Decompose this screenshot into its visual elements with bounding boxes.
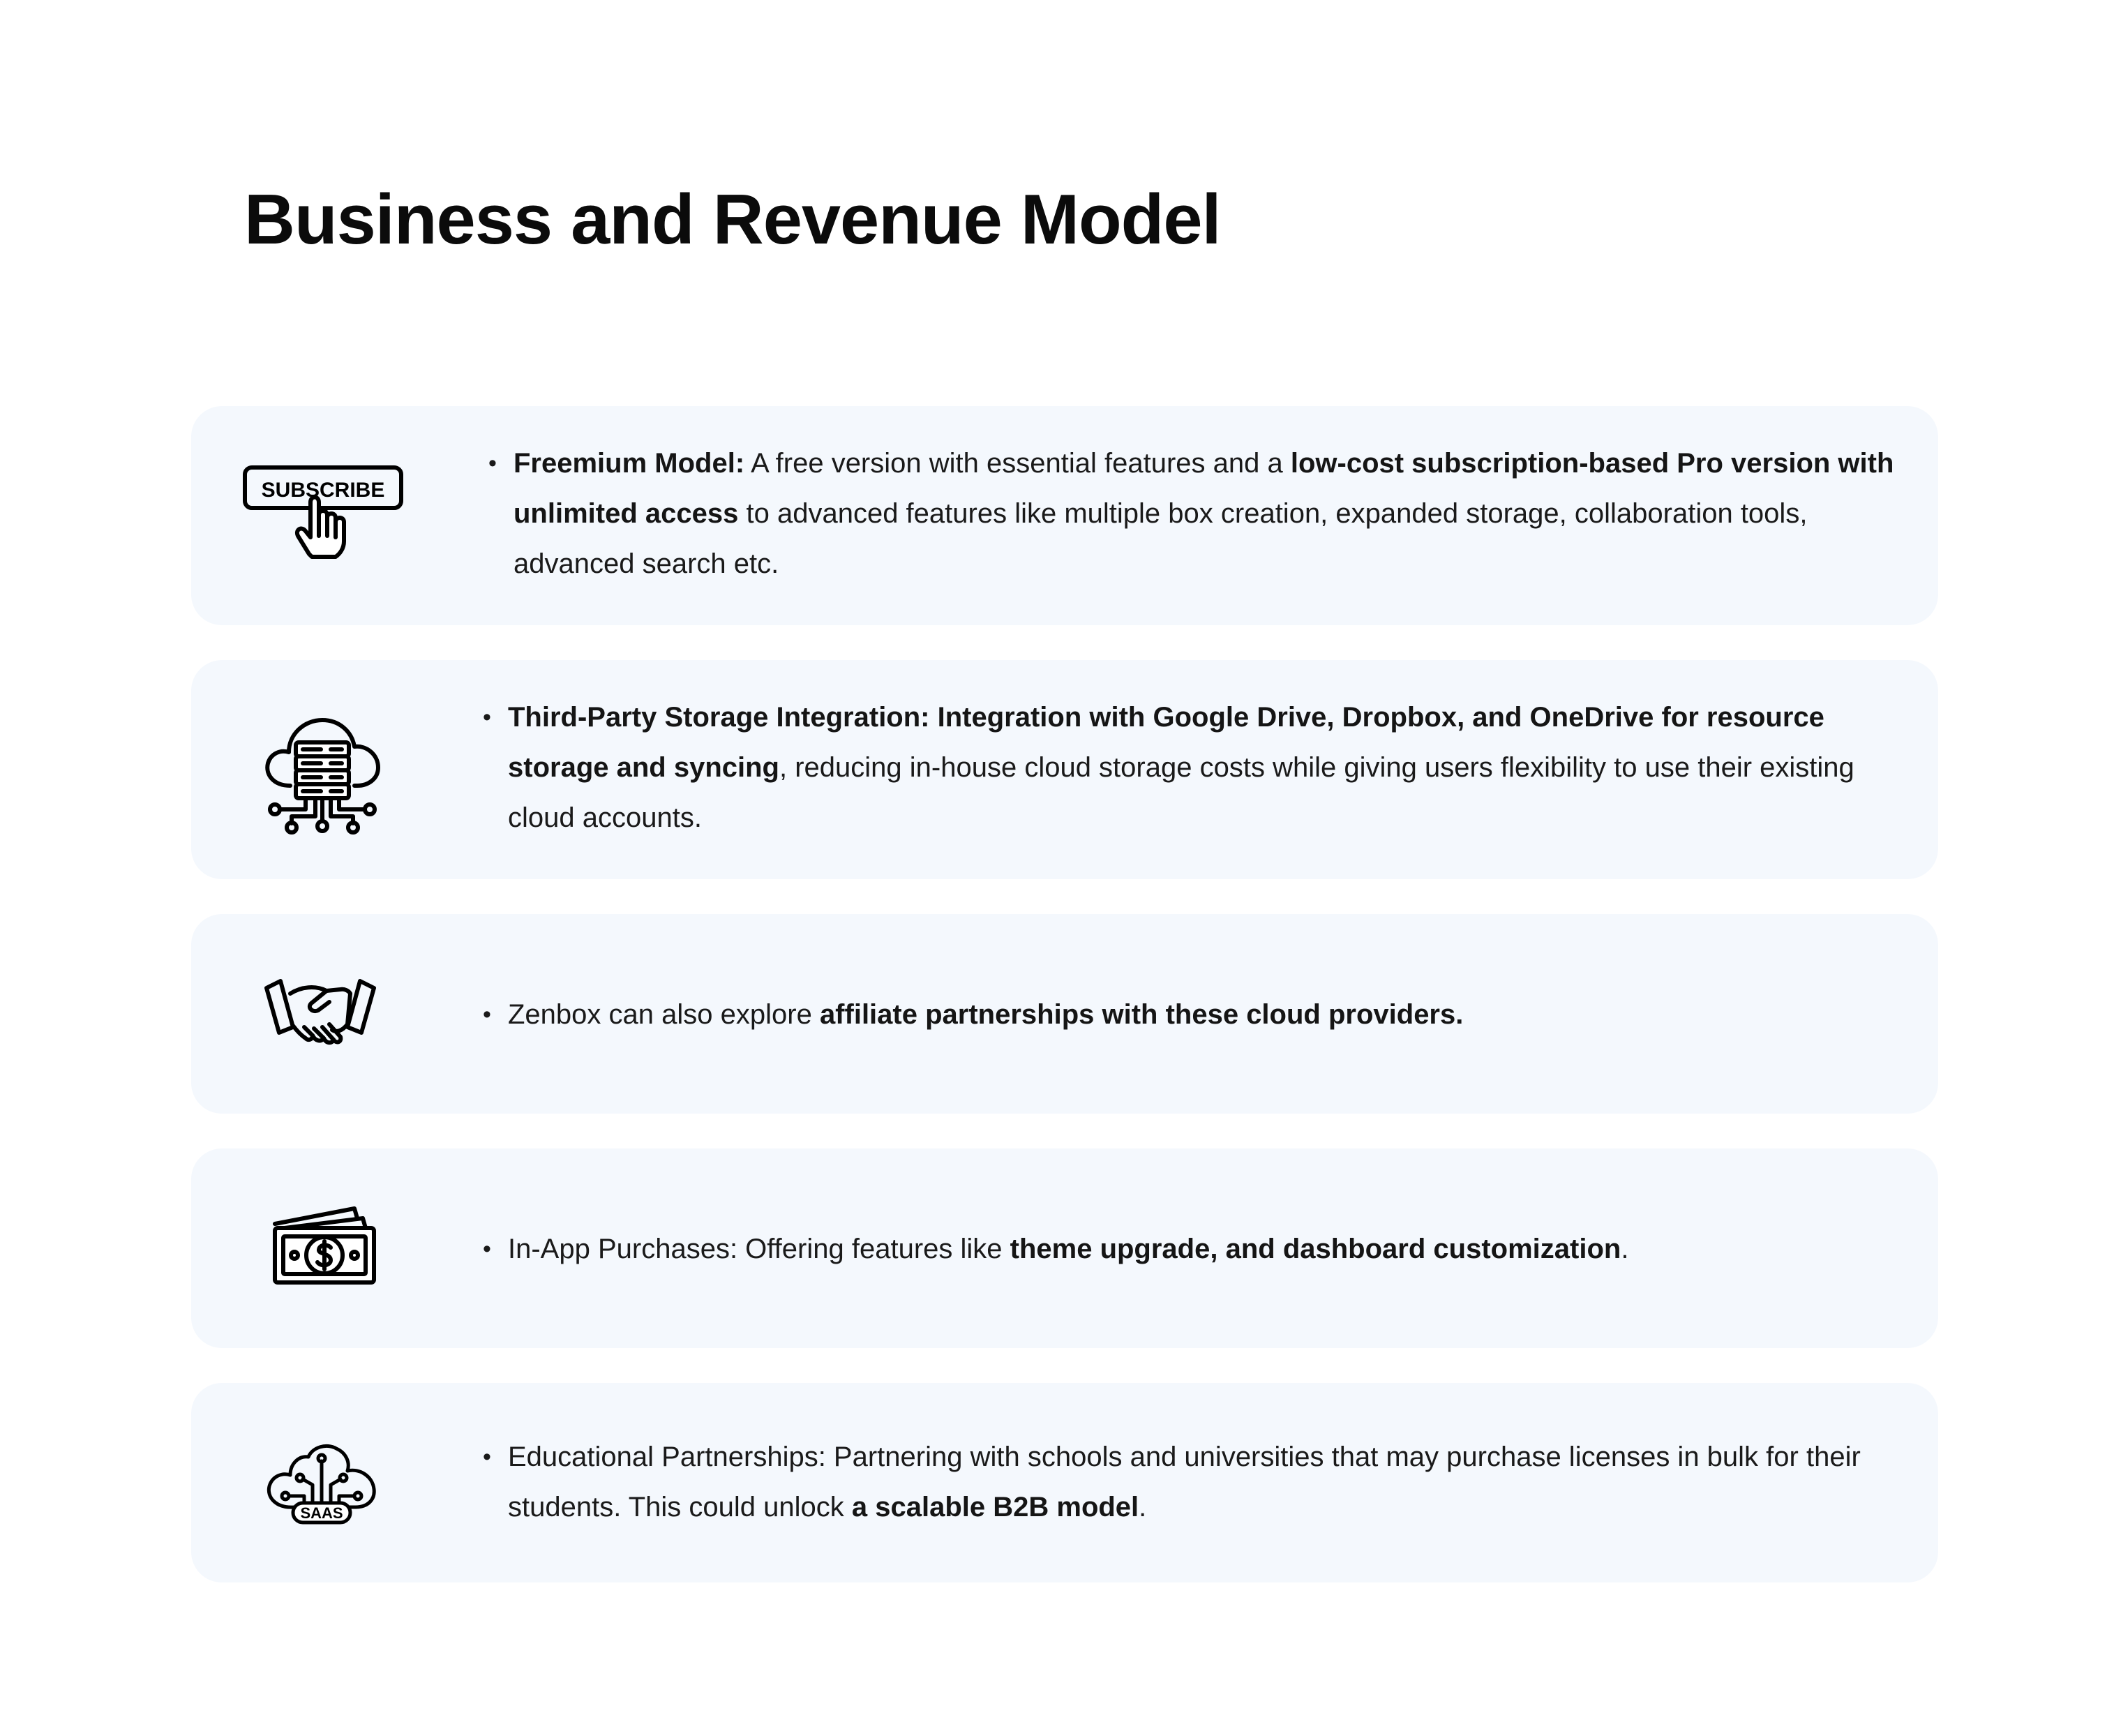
revenue-card-affiliate xyxy=(191,914,1938,1114)
text-segment: a scalable B2B model xyxy=(851,1492,1139,1522)
text-segment: Educational Partnerships: Partnering with schools and universities that may purchase licenses in bulk for their students. This could unlock xyxy=(508,1442,1861,1522)
text-segment: Zenbox can also explore xyxy=(508,999,820,1030)
revenue-card-text: • Third-Party Storage Integration: Integration with Google Drive, Dropbox, and OneDrive for resource storage and syncing, reducing in-house cloud storage costs while giving users flexibility to use their existing cloud accounts. xyxy=(483,702,1854,833)
text-segment: theme upgrade, and dashboard customization xyxy=(1010,1234,1621,1264)
revenue-card-in-app-purchases xyxy=(191,1148,1938,1348)
revenue-card-freemium xyxy=(191,406,1938,625)
money-bills-icon xyxy=(271,1204,378,1287)
revenue-card-text: • Educational Partnerships: Partnering with schools and universities that may purchase licenses in bulk for their students. This could unlock a scalable B2B model. xyxy=(483,1442,1861,1522)
text-segment: Freemium Model: xyxy=(513,448,745,479)
subscribe-icon-label: SUBSCRIBE xyxy=(261,479,385,502)
revenue-card-educational-partnerships xyxy=(191,1383,1938,1582)
text-segment: A free version with essential features and a xyxy=(744,448,1291,479)
saas-cloud-icon xyxy=(264,1440,380,1525)
text-segment: to advanced features like multiple box creation, expanded storage, collaboration tools, advanced search etc. xyxy=(513,498,1808,579)
text-segment: . xyxy=(1139,1492,1147,1522)
revenue-card-text: • Zenbox can also explore affiliate partnerships with these cloud providers. xyxy=(483,999,1464,1030)
revenue-card-text: • Freemium Model: A free version with essential features and a low-cost subscription-based Pro version with unlimited access to advanced features like multiple box creation, expanded storage, collaboration tools, advanced search etc. xyxy=(488,448,1894,579)
page-title: Business and Revenue Model xyxy=(244,181,1221,259)
text-segment: , reducing in-house cloud storage costs while giving users flexibility to use their existing cloud accounts. xyxy=(508,752,1854,833)
handshake-icon xyxy=(262,975,378,1052)
revenue-card-text: • In-App Purchases: Offering features like theme upgrade, and dashboard customization. xyxy=(483,1234,1629,1264)
text-segment: low-cost subscription-based Pro version with unlimited access xyxy=(513,448,1894,529)
text-segment: . xyxy=(1621,1234,1629,1264)
text-segment: In-App Purchases: Offering features like xyxy=(508,1234,1010,1264)
text-segment: affiliate partnerships with these cloud providers. xyxy=(819,999,1464,1030)
text-segment: Third-Party Storage Integration: Integration with Google Drive, Dropbox, and OneDrive for resource storage and syncing xyxy=(508,702,1824,783)
subscribe-click-icon xyxy=(241,463,405,562)
revenue-card-storage-integration xyxy=(191,660,1938,879)
saas-icon-label: SAAS xyxy=(300,1504,343,1522)
cloud-storage-network-icon xyxy=(261,713,384,836)
